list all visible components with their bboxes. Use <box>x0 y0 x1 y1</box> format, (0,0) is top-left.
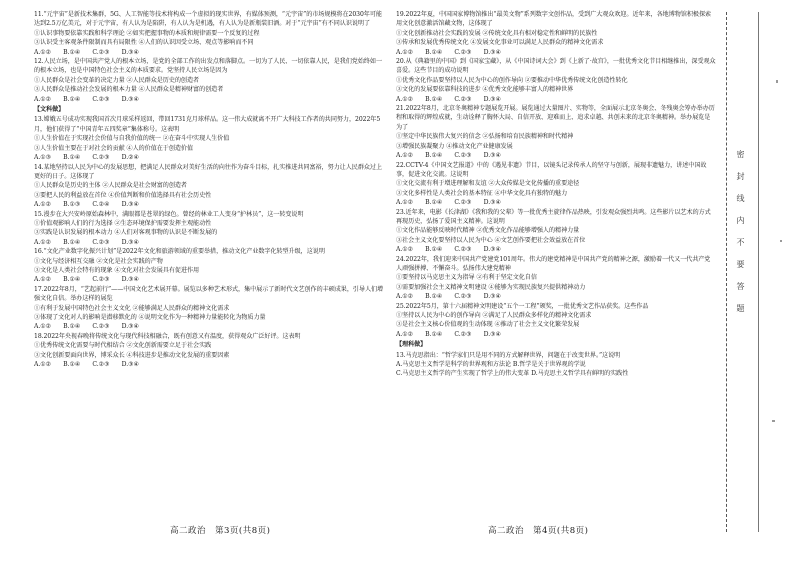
question-line: ③增强民族凝聚力 ④推动文化产业健康发展 <box>396 142 513 150</box>
question-line: ①认识事物要依靠实践和科学理论 ②如实把握事物的本质和规律需要一个反复的过程 <box>34 29 260 37</box>
scan-speck <box>772 420 775 422</box>
question-line: ③文化是人类社会特有的现象 ④文化对社会发展具有促进作用 <box>34 266 200 274</box>
scan-speck <box>776 80 778 83</box>
question-line: A.①② B.①③ C.②④ D.③④ <box>34 201 139 209</box>
question-line: ③人民群众是推动社会发展的根本力量 ④人民群众是精神财富的创造者 <box>34 86 224 94</box>
question-line: ③文化多样性是人类社会的基本特征 ④中华文化具有独特的魅力 <box>396 189 568 197</box>
question-line: A.①② B.①④ C.②③ D.③④ <box>396 199 501 207</box>
page-footer-right: 高二政治 第4页(共8页) <box>488 526 589 536</box>
question-line: ①文化与经济相互交融 ②文化是社会实践的产物 <box>34 257 163 265</box>
question-line: ③人生价值主要在于对社会的贡献 ④人的价值在于创造价值 <box>34 144 194 152</box>
question-line: A.①② B.①④ C.②③ D.③④ <box>396 246 501 254</box>
question-line: 12.人民立场，是中国共产党人的根本立场，是党的全部工作的出发点和落脚点。一切为了人民、一切依靠人民，是我们党始终如一的根本立场，也是中国特色社会主义的本质要求。党坚持人民立场是因为 <box>34 58 382 75</box>
question-line: 23.近年来，电影《长津湖》《我和我的父辈》等一批优秀主旋律作品热映，引发观众强烈共鸣。这些影片以艺术的方式再现历史，弘扬了爱国主义精神。这说明 <box>396 208 711 225</box>
page-footer-left: 高二政治 第3页(共8页) <box>170 526 271 536</box>
question-line: A.①② B.①④ C.②③ D.③④ <box>396 152 501 160</box>
section-heading: 【文科做】 <box>34 106 65 114</box>
binding-solid-line <box>758 12 759 532</box>
question-line: 24.2022年，我们迎来中国共产党建党101周年。伟大的建党精神是中国共产党的精神之源，激励着一代又一代共产党人顽强拼搏、不懈奋斗。弘扬伟大建党精神 <box>396 255 711 272</box>
question-line: A.①② B.①④ C.②③ D.③④ <box>34 276 139 284</box>
question-line: C.马克思主义哲学的产生实现了哲学上的伟大变革 D.马克思主义哲学具有鲜明的实践性 <box>396 370 629 378</box>
question-line: ③需要加强社会主义精神文明建设 ④能够为实现民族复兴提供精神动力 <box>396 283 586 291</box>
question-line: A.①③ B.①④ C.②③ D.②④ <box>34 154 139 162</box>
question-line: ①价值观影响人们的行为选择 ②生态环境保护需要发挥主观能动性 <box>34 219 212 227</box>
question-line: A.①② B.①④ C.②③ D.③④ <box>34 323 139 331</box>
scan-speck <box>780 240 782 242</box>
question-line: ③认识受主客观条件限制而具有局限性 ④人们的认识因受立场、观点等影响而不同 <box>34 39 254 47</box>
right-question-column <box>396 10 716 379</box>
question-line: A.①② B.①④ C.②③ D.③④ <box>34 361 139 369</box>
question-line: A.①② B.①④ C.②③ D.③④ <box>34 95 139 103</box>
question-line: ①优秀传统文化需要与时代相结合 ②文化创新需要立足于社会实践 <box>34 342 212 350</box>
question-line: ①文化交流有利于增进理解和友谊 ②大众传媒是文化传播的重要途径 <box>396 180 580 188</box>
question-line: ③文化的发展要依靠科技的进步 ④优秀文化能够丰富人的精神世界 <box>396 86 574 94</box>
question-line: 22.CCTV-4《中国文艺报道》中的《遇见非遗》节目，以镜头记录传承人的坚守与创新，展现非遗魅力，讲述中国故事，促进文化交流。这说明 <box>396 161 707 178</box>
question-line: 17.2022年8月，“艺起前行”——中国文化艺术展开幕。展览以多种艺术形式，集中展示了新时代文艺创作的丰硕成果，引导人们增强文化自信。举办这样的展览 <box>34 285 384 303</box>
question-line: 14.某地坚持以人民为中心的发展思想，把满足人民群众对美好生活的向往作为奋斗目标，扎实推进共同富裕，努力让人民群众过上更好的日子。这体现了 <box>34 163 382 180</box>
question-line: ①文化创新推动社会实践的发展 ②传统文化具有相对稳定性和鲜明的民族性 <box>396 29 598 37</box>
left-question-column <box>34 10 386 369</box>
question-line: ①有利于发展中国特色社会主义文化 ②能够满足人民群众的精神文化需求 <box>34 304 230 312</box>
question-line: A.①② B.①④ C.②③ D.③④ <box>396 293 501 301</box>
question-line: ③文化创新要面向世界，博采众长 ④科技进步是推动文化发展的重要因素 <box>34 351 230 359</box>
question-line: ③要把人民的利益放在首位 ④价值判断和价值选择具有社会历史性 <box>34 191 212 199</box>
question-line: A.马克思主义哲学是科学的世界观和方法论 B.哲学是关于世界观的学说 <box>396 361 586 369</box>
question-line: ①优秀文化作品要坚持以人民为中心的创作导向 ②要推动中华优秀传统文化创造性转化 <box>396 76 628 84</box>
question-line: A.①② B.①④ C.②③ D.③④ <box>34 48 139 56</box>
section-heading: 【理科做】 <box>396 341 427 349</box>
question-line: ①坚定中华民族伟大复兴的信念 ②弘扬和培育民族精神和时代精神 <box>396 133 574 141</box>
question-line: 13.嫦娥五号成功实现我国首次月球采样返回，带回1731克月球样品。这一伟大成就离不开广大科技工作者的共同努力，2022年5月，他们获得了“中国青年五四奖章”集体称号。这表明 <box>34 116 381 133</box>
question-line: A.①② B.①④ C.②③ D.③④ <box>396 330 501 338</box>
question-line: A.①② B.①④ C.②③ D.③④ <box>396 48 501 56</box>
seal-line-notice: 密封线内不要答题 <box>736 150 745 326</box>
question-line: 19.2022年夏，中国国家博物馆推出“最美文物”系列数字文创作品，受到广大观众欢迎。近年来，各地博物馆积极探索用文化创意激活馆藏文物，这体现了 <box>396 11 712 28</box>
question-line: 13.马克思指出：“哲学家们只是用不同的方式解释世界，问题在于改变世界。”这说明 <box>396 351 621 359</box>
question-line: 20.从《典籍里的中国》到《国家宝藏》，从《中国诗词大会》到《上新了·故宫》，一批优秀文化节目相继推出，深受观众喜爱。这些节目的成功说明 <box>396 58 716 75</box>
question-line: ①坚持以人民为中心的创作导向 ②满足了人民群众多样化的精神文化需求 <box>396 312 592 319</box>
question-line: ①人生价值在于实现社会价值与自我价值的统一 ②在奋斗中实现人生价值 <box>34 135 230 143</box>
question-line: A.①② B.①④ C.②③ D.③④ <box>34 238 139 246</box>
question-line: ③社会主义文化要坚持以人民为中心 ④文艺创作要把社会效益放在首位 <box>396 236 586 244</box>
question-line: ③传承和发展优秀传统文化 ④发展文化事业可以满足人民群众的精神文化需求 <box>396 39 604 47</box>
question-line: ①要坚持以马克思主义为指导 ②有利于坚定文化自信 <box>396 274 537 282</box>
question-line: ①人民群众是历史的主体 ②人民群众是社会财富的创造者 <box>34 182 187 190</box>
question-line: ①人民群众是社会变革的决定力量 ②人民群众是历史的创造者 <box>34 76 200 84</box>
question-line: A.①② B.①④ C.②③ D.③④ <box>396 95 501 103</box>
question-line: 25.2022年5月，第十六届精神文明建设“五个一工程”颁奖，一批优秀文艺作品获奖。这些作品 <box>396 302 649 310</box>
question-line: ③是社会主义核心价值观的生动体现 ④推动了社会主义文化繁荣发展 <box>396 321 580 329</box>
question-line: 21.2022年8月，北京冬奥精神专题展览开展。展览通过大量图片、实物等，全面展示北京冬奥会、冬残奥会筹办举办历程和取得的辉煌成就，生动诠释了胸怀大局、自信开放、迎难而上、追求卓越、共创未来的北京冬奥精神。举办展览是为了 <box>396 105 715 131</box>
question-line: ①文化作品能够反映时代精神 ②优秀文化作品能够增强人的精神力量 <box>396 227 580 235</box>
question-line: 15.漫步在大兴安岭原始森林中，满眼都是苍翠的绿色。曾经的林业工人变身“护林员”，这一转变说明 <box>34 210 304 218</box>
question-line: 11.“元宇宙”是新技术集群，5G、人工智能等技术将构成一个虚拟的现实世界，有媒体预测，“元宇宙”的市场规模将在2030年可能达到2.5万亿美元，对于元宇宙，有人认为是陷阱，有人认为是机遇，有人认为是新瓶装旧酒。对于“元宇宙”有不同认识说明了 <box>34 11 382 28</box>
question-line: ③体现了文化对人的影响是潜移默化的 ④说明文化作为一种精神力量能转化为物质力量 <box>34 314 266 321</box>
question-line: ③实践是认识发展的根本动力 ④人们对客观事物的认识是不断发展的 <box>34 229 218 237</box>
question-line: 16.“文化产业数字化振兴计划”是2022年文化和旅游领域的重要举措，推动文化产业数字化转型升级，这说明 <box>34 248 325 256</box>
question-line: 18.2022年央视春晚将传统文化与现代科技相融合，既有创意又有温度，获得观众广泛好评。这表明 <box>34 332 301 340</box>
